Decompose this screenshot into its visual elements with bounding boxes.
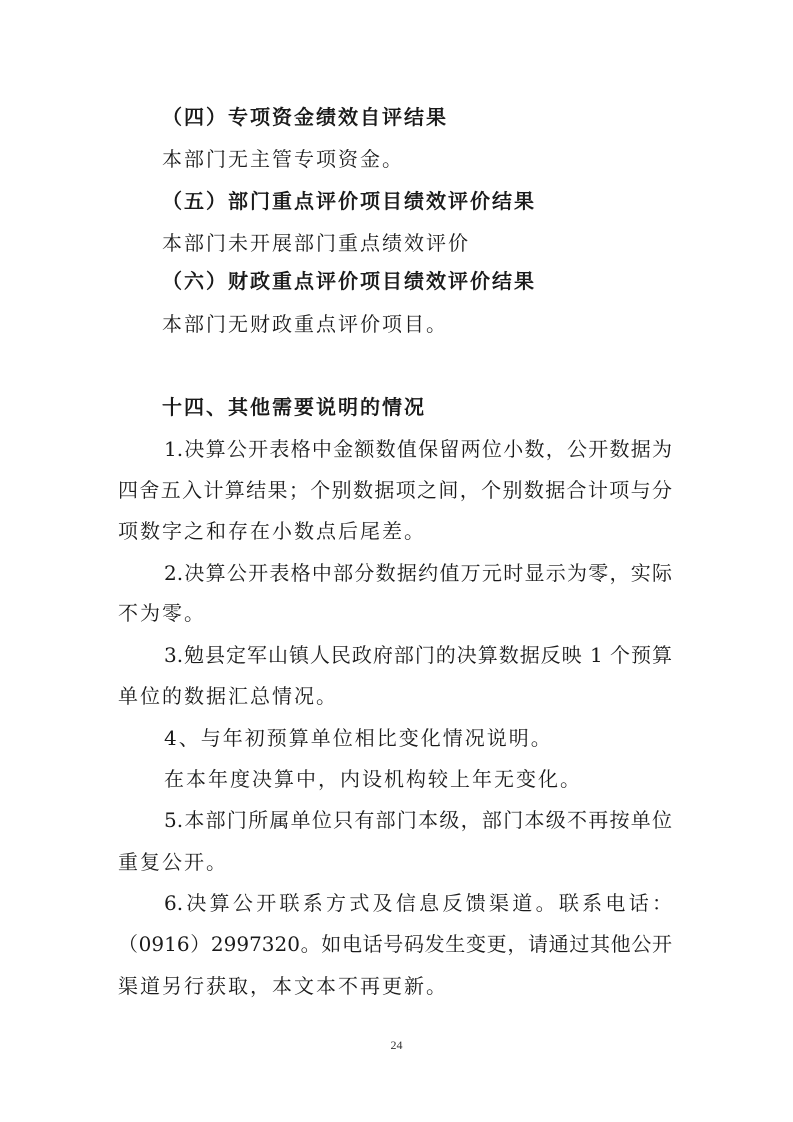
section-heading-4: （四）专项资金绩效自评结果 (162, 105, 448, 129)
chapter-heading-14: 十四、其他需要说明的情况 (162, 395, 426, 419)
item-6-line-1: 6.决算公开联系方式及信息反馈渠道。联系电话： (164, 891, 672, 915)
item-6-line-3: 渠道另行获取，本文本不再更新。 (118, 974, 448, 998)
item-1-line-2: 四舍五入计算结果；个别数据项之间，个别数据合计项与分 (118, 478, 672, 502)
section-heading-6: （六）财政重点评价项目绩效评价结果 (162, 269, 536, 293)
item-4-line-2: 在本年度决算中，内设机构较上年无变化。 (164, 767, 582, 791)
item-3-line-1: 3.勉县定军山镇人民政府部门的决算数据反映 1 个预算 (164, 643, 672, 667)
item-1-line-1: 1.决算公开表格中金额数值保留两位小数，公开数据为 (164, 437, 672, 461)
item-6-line-2: （0916）2997320。如电话号码发生变更，请通过其他公开 (118, 932, 672, 956)
item-2-line-1: 2.决算公开表格中部分数据约值万元时显示为零，实际 (164, 561, 672, 585)
section-heading-5: （五）部门重点评价项目绩效评价结果 (162, 189, 536, 213)
item-5-line-1: 5.本部门所属单位只有部门本级，部门本级不再按单位 (164, 808, 672, 832)
section-text-4: 本部门无主管专项资金。 (162, 147, 404, 171)
section-text-5: 本部门未开展部门重点绩效评价 (162, 231, 470, 255)
item-2-line-2: 不为零。 (118, 601, 206, 625)
item-4-line-1: 4、与年初预算单位相比变化情况说明。 (164, 726, 553, 750)
page-number: 24 (390, 1038, 403, 1052)
item-5-line-2: 重复公开。 (118, 850, 228, 874)
item-3-line-2: 单位的数据汇总情况。 (118, 684, 338, 708)
section-text-6: 本部门无财政重点评价项目。 (162, 312, 448, 336)
item-1-line-3: 项数字之和存在小数点后尾差。 (118, 519, 426, 543)
